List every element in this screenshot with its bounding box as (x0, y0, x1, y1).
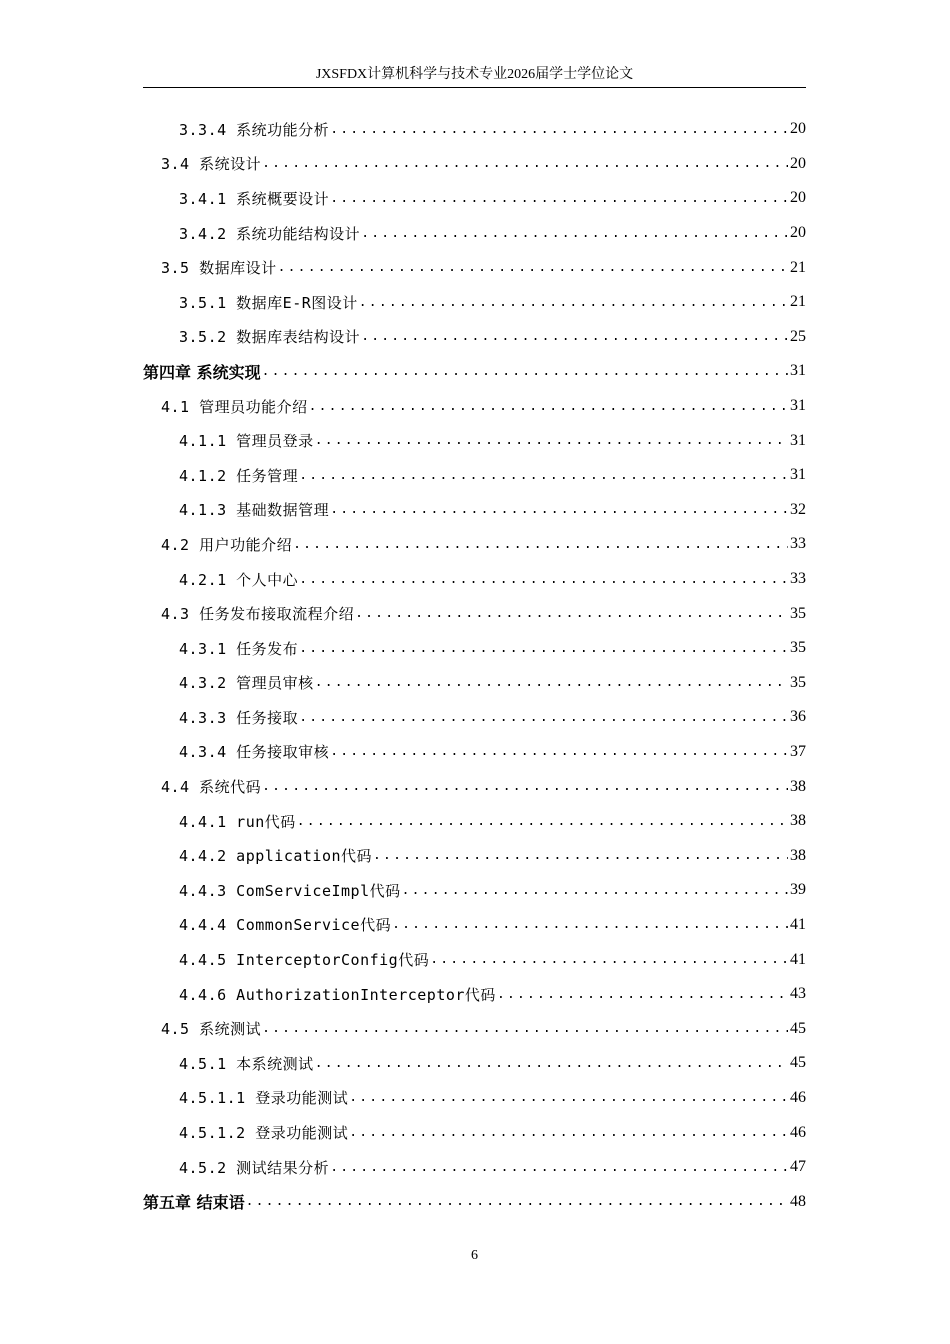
toc-entry-page: 43 (790, 985, 806, 1003)
toc-entry-page: 41 (790, 950, 806, 968)
toc-entry-title: 4.3 任务发布接取流程介绍 (161, 605, 355, 624)
toc-dot-leader (330, 502, 788, 517)
toc-entry-page: 48 (790, 1192, 806, 1210)
toc-entry[interactable] (143, 527, 806, 562)
toc-entry[interactable] (143, 942, 806, 977)
toc-entry[interactable] (143, 804, 806, 839)
toc-entry-page: 21 (790, 258, 806, 276)
toc-entry-title: 4.3.3 任务接取 (179, 708, 299, 727)
toc-dot-leader (361, 226, 788, 241)
toc-entry-title: 3.4 系统设计 (161, 155, 262, 174)
toc-dot-leader (262, 779, 788, 794)
toc-entry-page: 38 (790, 777, 806, 795)
toc-entry-page: 35 (790, 639, 806, 657)
toc-entry-page: 31 (790, 362, 806, 380)
toc-dot-leader (361, 329, 788, 344)
header-divider (143, 87, 806, 88)
toc-dot-leader (299, 468, 788, 483)
toc-dot-leader (262, 1021, 788, 1036)
toc-entry[interactable] (143, 458, 806, 493)
toc-entry-title: 4.1.3 基础数据管理 (179, 501, 330, 520)
toc-entry[interactable] (143, 631, 806, 666)
toc-entry-title: 4.5.2 测试结果分析 (179, 1158, 330, 1177)
toc-entry-title: 4.5.1.2 登录功能测试 (179, 1124, 349, 1143)
toc-entry[interactable] (143, 666, 806, 701)
toc-entry-page: 31 (790, 397, 806, 415)
toc-dot-leader (246, 1194, 788, 1209)
toc-entry-title: 第四章 系统实现 (143, 362, 261, 382)
toc-entry[interactable] (143, 596, 806, 631)
toc-entry-page: 47 (790, 1158, 806, 1176)
toc-dot-leader (299, 710, 788, 725)
toc-dot-leader (315, 433, 788, 448)
toc-entry[interactable] (143, 1184, 806, 1219)
toc-entry-page: 36 (790, 708, 806, 726)
toc-entry-page: 33 (790, 570, 806, 588)
toc-entry[interactable] (143, 735, 806, 770)
toc-entry-page: 33 (790, 535, 806, 553)
toc-entry-page: 31 (790, 431, 806, 449)
toc-entry-page: 20 (790, 224, 806, 242)
toc-entry[interactable] (143, 1115, 806, 1150)
toc-entry-title: 4.3.4 任务接取审核 (179, 743, 330, 762)
toc-entry-title: 4.4.6 AuthorizationInterceptor代码 (179, 985, 496, 1004)
toc-entry[interactable] (143, 700, 806, 735)
toc-entry[interactable] (143, 873, 806, 908)
toc-entry[interactable] (143, 1011, 806, 1046)
toc-dot-leader (402, 883, 788, 898)
toc-entry[interactable] (143, 562, 806, 597)
toc-entry[interactable] (143, 285, 806, 320)
toc-dot-leader (299, 572, 788, 587)
toc-entry[interactable] (143, 112, 806, 147)
toc-entry-page: 45 (790, 1019, 806, 1037)
toc-dot-leader (330, 1160, 788, 1175)
toc-dot-leader (309, 399, 788, 414)
toc-entry-title: 3.4.1 系统概要设计 (179, 189, 330, 208)
toc-dot-leader (430, 952, 788, 967)
toc-entry-page: 32 (790, 500, 806, 518)
toc-entry[interactable] (143, 838, 806, 873)
toc-dot-leader (392, 917, 788, 932)
toc-dot-leader (262, 364, 788, 379)
toc-dot-leader (297, 814, 788, 829)
toc-dot-leader (330, 191, 788, 206)
toc-entry-page: 41 (790, 915, 806, 933)
toc-entry[interactable] (143, 908, 806, 943)
toc-entry[interactable] (143, 1046, 806, 1081)
toc-entry[interactable] (143, 389, 806, 424)
toc-entry-title: 4.4.2 application代码 (179, 847, 373, 866)
toc-entry-title: 4.1.1 管理员登录 (179, 432, 314, 451)
toc-entry-title: 4.4.5 InterceptorConfig代码 (179, 951, 430, 970)
toc-entry-page: 31 (790, 466, 806, 484)
toc-entry[interactable] (143, 1081, 806, 1116)
toc-dot-leader (497, 987, 788, 1002)
toc-entry-title: 4.3.1 任务发布 (179, 639, 299, 658)
toc-entry-title: 4.2.1 个人中心 (179, 570, 299, 589)
table-of-contents (143, 112, 806, 1219)
page-number: 6 (471, 1248, 478, 1263)
toc-dot-leader (349, 1125, 788, 1140)
toc-dot-leader (359, 295, 788, 310)
toc-dot-leader (315, 675, 788, 690)
toc-entry-page: 35 (790, 604, 806, 622)
toc-entry[interactable] (143, 354, 806, 389)
toc-entry-title: 4.4.4 CommonService代码 (179, 916, 392, 935)
toc-entry-page: 46 (790, 1088, 806, 1106)
toc-entry-title: 第五章 结束语 (143, 1193, 245, 1213)
toc-entry[interactable] (143, 216, 806, 251)
toc-entry[interactable] (143, 769, 806, 804)
toc-entry[interactable] (143, 493, 806, 528)
toc-dot-leader (262, 156, 788, 171)
toc-dot-leader (315, 1056, 788, 1071)
toc-dot-leader (330, 122, 788, 137)
toc-entry-page: 20 (790, 189, 806, 207)
toc-entry-title: 4.5.1.1 登录功能测试 (179, 1089, 349, 1108)
toc-dot-leader (355, 606, 788, 621)
toc-entry-page: 38 (790, 812, 806, 830)
toc-dot-leader (373, 848, 788, 863)
toc-dot-leader (278, 260, 788, 275)
toc-entry-title: 3.3.4 系统功能分析 (179, 120, 330, 139)
toc-entry-title: 4.2 用户功能介绍 (161, 535, 293, 554)
toc-entry-title: 3.5.2 数据库表结构设计 (179, 328, 361, 347)
toc-entry-title: 3.5 数据库设计 (161, 259, 277, 278)
toc-entry-title: 4.1.2 任务管理 (179, 466, 299, 485)
toc-entry-page: 20 (790, 120, 806, 138)
toc-entry[interactable] (143, 181, 806, 216)
toc-entry-title: 4.3.2 管理员审核 (179, 674, 314, 693)
toc-entry[interactable] (143, 1150, 806, 1185)
toc-entry-title: 3.4.2 系统功能结构设计 (179, 224, 361, 243)
toc-entry-title: 4.1 管理员功能介绍 (161, 397, 308, 416)
toc-entry-page: 20 (790, 154, 806, 172)
toc-entry-title: 4.5 系统测试 (161, 1020, 262, 1039)
toc-entry-title: 4.4.1 run代码 (179, 812, 296, 831)
toc-entry[interactable] (143, 250, 806, 285)
toc-entry-page: 37 (790, 742, 806, 760)
toc-entry-page: 25 (790, 327, 806, 345)
toc-dot-leader (349, 1090, 788, 1105)
toc-entry[interactable] (143, 977, 806, 1012)
toc-entry[interactable] (143, 320, 806, 355)
toc-entry[interactable] (143, 423, 806, 458)
toc-entry-title: 4.5.1 本系统测试 (179, 1054, 314, 1073)
toc-entry-page: 46 (790, 1123, 806, 1141)
toc-entry-page: 35 (790, 673, 806, 691)
page-header: JXSFDX计算机科学与技术专业2026届学士学位论文 (315, 67, 634, 82)
toc-entry-page: 45 (790, 1054, 806, 1072)
toc-entry-page: 39 (790, 881, 806, 899)
toc-dot-leader (330, 744, 788, 759)
toc-dot-leader (293, 537, 788, 552)
toc-entry-page: 38 (790, 846, 806, 864)
toc-dot-leader (299, 641, 788, 656)
toc-entry-title: 3.5.1 数据库E-R图设计 (179, 293, 358, 312)
toc-entry[interactable] (143, 147, 806, 182)
toc-entry-title: 4.4 系统代码 (161, 778, 262, 797)
toc-entry-title: 4.4.3 ComServiceImpl代码 (179, 881, 401, 900)
toc-entry-page: 21 (790, 293, 806, 311)
